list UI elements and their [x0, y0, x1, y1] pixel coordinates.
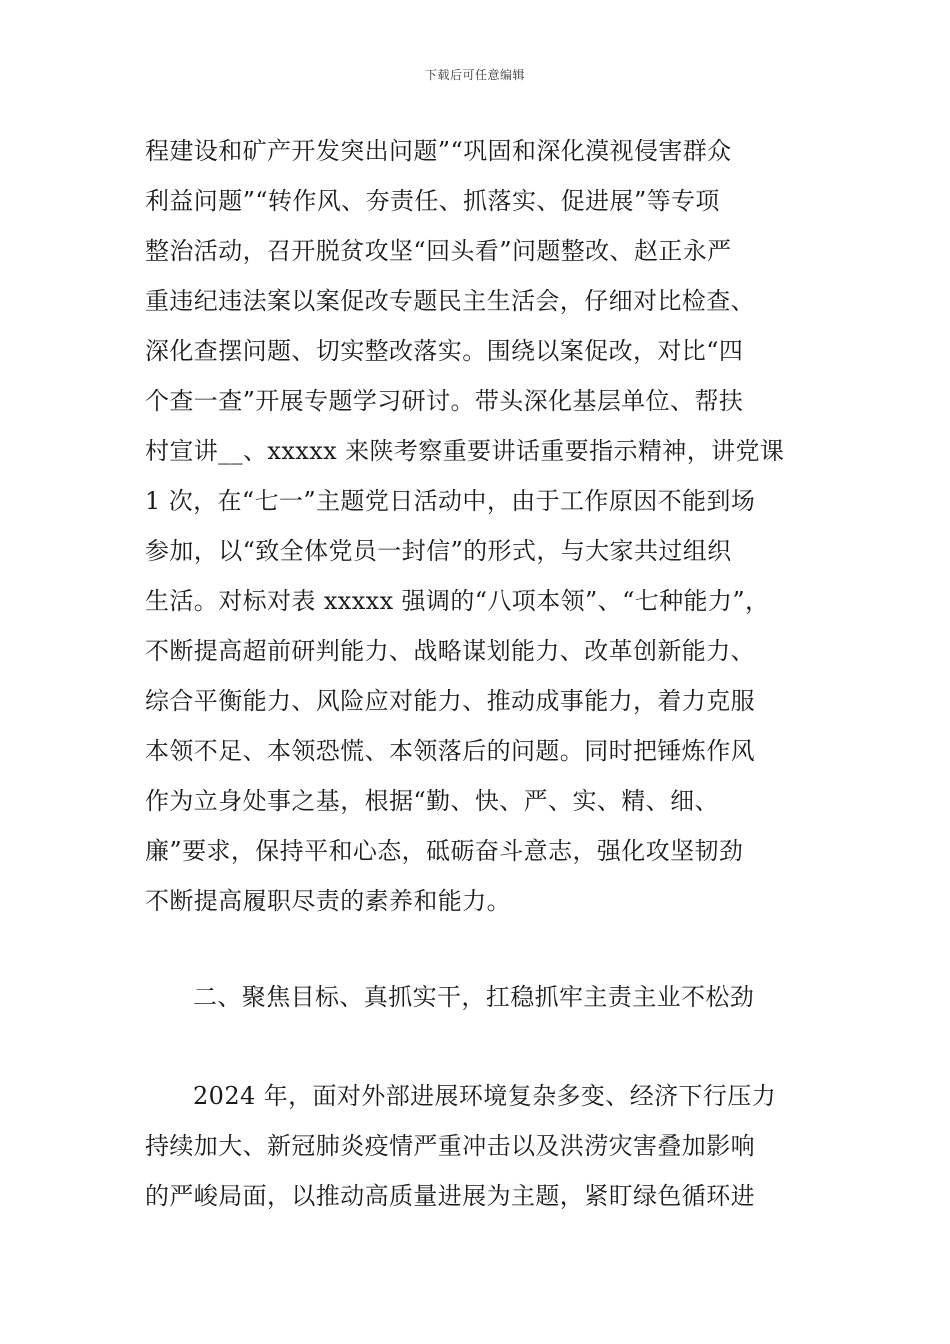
section-heading: 二、聚焦目标、真抓实干，扛稳抓牢主责主业不松劲 [193, 983, 755, 1011]
paragraph-1 [145, 126, 825, 926]
page-header-note: 下载后可任意编辑 [424, 68, 525, 82]
section-2-heading-block [145, 972, 825, 1022]
paragraph-line: 1 次，在“七一”主题党日活动中，由于工作原因不能到场 [145, 487, 756, 515]
paragraph-line: 综合平衡能力、风险应对能力、推动成事能力，着力克服 [145, 687, 755, 715]
paragraph-line: 不断提高超前研判能力、战略谋划能力、改革创新能力、 [145, 637, 755, 665]
paragraph-line: 的严峻局面，以推动高质量进展为主题，紧盯绿色循环进 [145, 1182, 755, 1210]
paragraph-line: 作为立身处事之基，根据“勤、快、严、实、精、细、 [145, 787, 719, 815]
paragraph-line: 生活。对标对表 xxxxx 强调的“八项本领”、“七种能力”， [145, 587, 770, 615]
paragraph-line: 程建设和矿产开发突出问题”“巩固和深化漠视侵害群众 [145, 137, 732, 165]
paragraph-line: 利益问题”“转作风、夯责任、抓落实、促进展”等专项 [145, 187, 720, 215]
paragraph-line: 2024 年，面对外部进展环境复杂多变、经济下行压力 [193, 1082, 777, 1110]
paragraph-line: 廉”要求，保持平和心态，砥砺奋斗意志，强化攻坚韧劲 [145, 837, 744, 865]
paragraph-line: 深化查摆问题、切实整改落实。围绕以案促改，对比“四 [145, 337, 744, 365]
paragraph-line: 不断提高履职尽责的素养和能力。 [145, 887, 511, 915]
paragraph-2 [145, 1071, 825, 1221]
paragraph-line: 个查一查”开展专题学习研讨。带头深化基层单位、帮扶 [145, 387, 744, 415]
paragraph-line: 参加，以“致全体党员一封信”的形式，与大家共过组织 [145, 537, 732, 565]
paragraph-line: 本领不足、本领恐慌、本领落后的问题。同时把锤炼作风 [145, 737, 755, 765]
paragraph-line: 重违纪违法案以案促改专题民主生活会，仔细对比检查、 [145, 287, 755, 315]
paragraph-line: 持续加大、新冠肺炎疫情严重冲击以及洪涝灾害叠加影响 [145, 1132, 755, 1160]
paragraph-line: 村宣讲__、xxxxx 来陕考察重要讲话重要指示精神，讲党课 [145, 437, 785, 465]
paragraph-line: 整治活动，召开脱贫攻坚“回头看”问题整改、赵正永严 [145, 237, 732, 265]
